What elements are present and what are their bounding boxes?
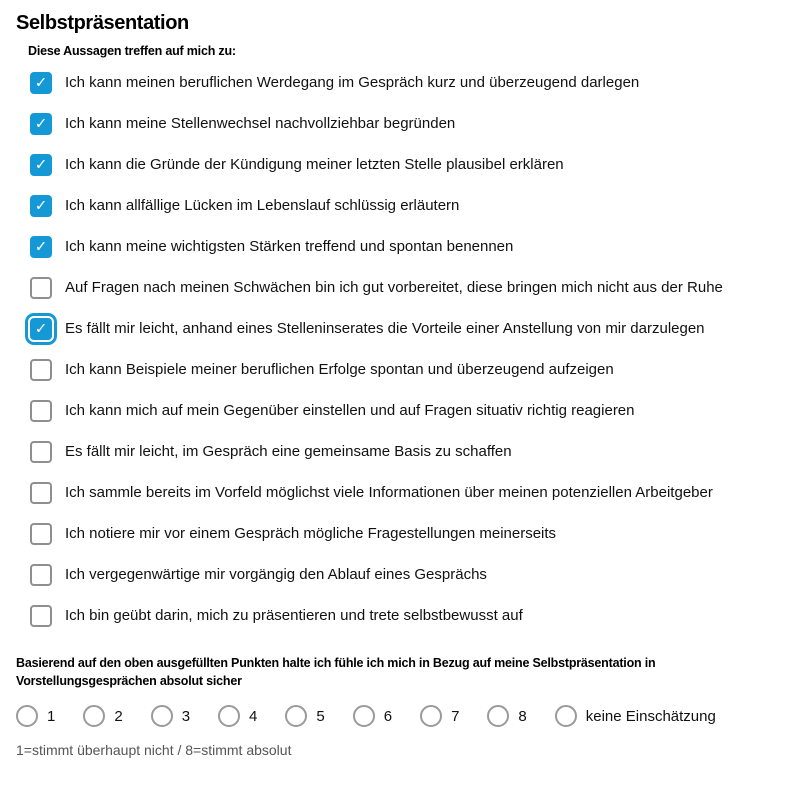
statement-row-2[interactable] [30, 112, 773, 136]
checkbox[interactable] [30, 72, 52, 94]
rating-option-2[interactable] [83, 705, 122, 727]
rating-question: Basierend auf den oben ausgefüllten Punkten halte ich fühle ich mich in Bezug auf meine Selbstpräsentation in Vorstellungsgesprächen absolut sicher [16, 656, 656, 688]
rating-option-5[interactable] [285, 705, 324, 727]
page-title: Selbstpräsentation [16, 12, 189, 34]
rating-option-1[interactable] [16, 705, 55, 727]
statement-row-9[interactable] [30, 399, 773, 423]
checkbox[interactable] [30, 318, 52, 340]
rating-options [16, 705, 773, 727]
rating-option-6[interactable] [353, 705, 392, 727]
statement-row-8[interactable] [30, 358, 773, 382]
statement-row-13[interactable] [30, 563, 773, 587]
rating-option-label: 8 [518, 707, 527, 725]
statement-label: Ich bin geübt darin, mich zu präsentieren und trete selbstbewusst auf [65, 607, 523, 624]
rating-option-label: 7 [451, 707, 460, 725]
statement-label: Ich notiere mir vor einem Gespräch mögliche Fragestellungen meinerseits [65, 525, 557, 542]
checkbox[interactable] [30, 154, 52, 176]
rating-option-label: 3 [181, 707, 191, 725]
statement-row-3[interactable] [30, 153, 773, 177]
rating-option-4[interactable] [218, 705, 257, 727]
checkbox[interactable] [30, 236, 52, 258]
rating-option-label: 5 [316, 707, 325, 725]
statement-label: Ich kann meine wichtigsten Stärken treffend und spontan benennen [65, 238, 514, 255]
statement-row-12[interactable] [30, 522, 773, 546]
rating-option-8[interactable] [487, 705, 526, 727]
statement-label: Ich kann allfällige Lücken im Lebenslauf schlüssig erläutern [65, 197, 460, 214]
statement-label: Ich kann Beispiele meiner beruflichen Erfolge spontan und überzeugend aufzeigen [65, 361, 614, 378]
checkbox[interactable] [30, 359, 52, 381]
statement-label: Ich vergegenwärtige mir vorgängig den Ablauf eines Gesprächs [65, 566, 487, 583]
rating-option-keine-einschätzung[interactable] [555, 705, 716, 727]
rating-option-label: keine Einschätzung [585, 707, 716, 725]
checkbox[interactable] [30, 113, 52, 135]
statement-row-7[interactable] [30, 317, 773, 341]
checkmark-icon: ✓ [34, 320, 48, 337]
radio-button[interactable] [218, 705, 240, 727]
rating-option-7[interactable] [420, 705, 459, 727]
checkmark-icon: ✓ [34, 238, 48, 255]
radio-button[interactable] [285, 705, 307, 727]
radio-button[interactable] [487, 705, 509, 727]
section-instruction: Diese Aussagen treffen auf mich zu: [28, 44, 236, 58]
checkmark-icon: ✓ [34, 74, 48, 91]
checkbox[interactable] [30, 605, 52, 627]
rating-scale-legend: 1=stimmt überhaupt nicht / 8=stimmt absolut [16, 742, 292, 758]
rating-option-label: 4 [249, 707, 258, 725]
radio-button[interactable] [16, 705, 38, 727]
statement-row-1[interactable] [30, 71, 773, 95]
statement-label: Ich kann mich auf mein Gegenüber einstellen und auf Fragen situativ richtig reagieren [65, 402, 635, 419]
checkbox[interactable] [30, 195, 52, 217]
rating-option-label: 1 [47, 707, 56, 725]
statement-row-11[interactable] [30, 481, 773, 505]
statement-label: Ich sammle bereits im Vorfeld möglichst viele Informationen über meinen potenziellen Arbeitgeber [65, 484, 713, 501]
statement-label: Ich kann die Gründe der Kündigung meiner letzten Stelle plausibel erklären [65, 156, 564, 173]
statement-label: Auf Fragen nach meinen Schwächen bin ich gut vorbereitet, diese bringen mich nicht aus der Ruhe [65, 279, 723, 296]
rating-section [16, 654, 773, 758]
radio-button[interactable] [83, 705, 105, 727]
checkbox[interactable] [30, 523, 52, 545]
checkbox[interactable] [30, 564, 52, 586]
checkmark-icon: ✓ [34, 197, 48, 214]
statement-row-5[interactable] [30, 235, 773, 259]
rating-option-label: 6 [383, 707, 393, 725]
statement-label: Ich kann meinen beruflichen Werdegang im Gespräch kurz und überzeugend darlegen [65, 74, 640, 91]
statement-label: Es fällt mir leicht, im Gespräch eine gemeinsame Basis zu schaffen [65, 443, 512, 460]
statement-row-6[interactable] [30, 276, 773, 300]
rating-option-label: 2 [114, 707, 123, 725]
radio-button[interactable] [151, 705, 173, 727]
checkbox[interactable] [30, 482, 52, 504]
checkbox[interactable] [30, 277, 52, 299]
statement-row-10[interactable] [30, 440, 773, 464]
rating-option-3[interactable] [151, 705, 190, 727]
checkbox[interactable] [30, 441, 52, 463]
radio-button[interactable] [353, 705, 375, 727]
checkmark-icon: ✓ [34, 156, 48, 173]
checkbox[interactable] [30, 400, 52, 422]
statement-row-14[interactable] [30, 604, 773, 628]
statement-label: Ich kann meine Stellenwechsel nachvollziehbar begründen [65, 115, 456, 132]
checkmark-icon: ✓ [34, 115, 48, 132]
statement-label: Es fällt mir leicht, anhand eines Stelleninserates die Vorteile einer Anstellung von mir darzulegen [65, 320, 705, 337]
radio-button[interactable] [420, 705, 442, 727]
statement-row-4[interactable] [30, 194, 773, 218]
radio-button[interactable] [555, 705, 577, 727]
statement-list [30, 71, 773, 628]
